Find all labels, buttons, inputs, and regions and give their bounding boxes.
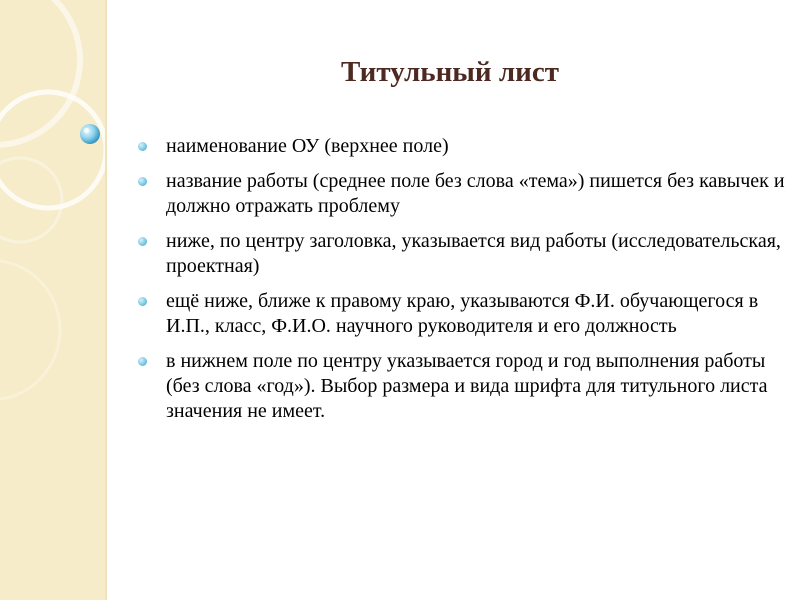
- bullet-item: [138, 134, 788, 159]
- decorative-side-panel: [0, 0, 105, 600]
- slide-title: Титульный лист: [341, 56, 559, 88]
- bullet-text: ниже, по центру заголовка, указывается вид работы (исследовательская, проектная): [166, 230, 781, 277]
- bullet-list: [138, 134, 788, 434]
- bubble-bullet-icon: [138, 142, 147, 151]
- bullet-item: [138, 169, 788, 219]
- bubble-bullet-icon: [138, 177, 147, 186]
- bubble-bullet-icon: [138, 357, 147, 366]
- ring-decoration: [0, 0, 105, 600]
- bullet-text: ещё ниже, ближе к правому краю, указываются Ф.И. обучающегося в И.П., класс, Ф.И.О. научного руководителя и его должность: [166, 290, 759, 337]
- bullet-text: наименование ОУ (верхнее поле): [166, 135, 449, 157]
- bubble-decoration-icon: [78, 122, 102, 146]
- bubble-bullet-icon: [138, 237, 147, 246]
- bubble-bullet-icon: [138, 297, 147, 306]
- bullet-item: [138, 229, 788, 279]
- bullet-text: в нижнем поле по центру указывается город и год выполнения работы (без слова «год»). Выбор размера и вида шрифта для титульного листа значения не имеет.: [166, 350, 768, 422]
- bullet-item: [138, 289, 788, 339]
- bullet-text: название работы (среднее поле без слова «тема») пишется без кавычек и должно отражать проблему: [166, 170, 785, 217]
- bullet-item: [138, 349, 788, 424]
- side-panel-border: [105, 0, 107, 600]
